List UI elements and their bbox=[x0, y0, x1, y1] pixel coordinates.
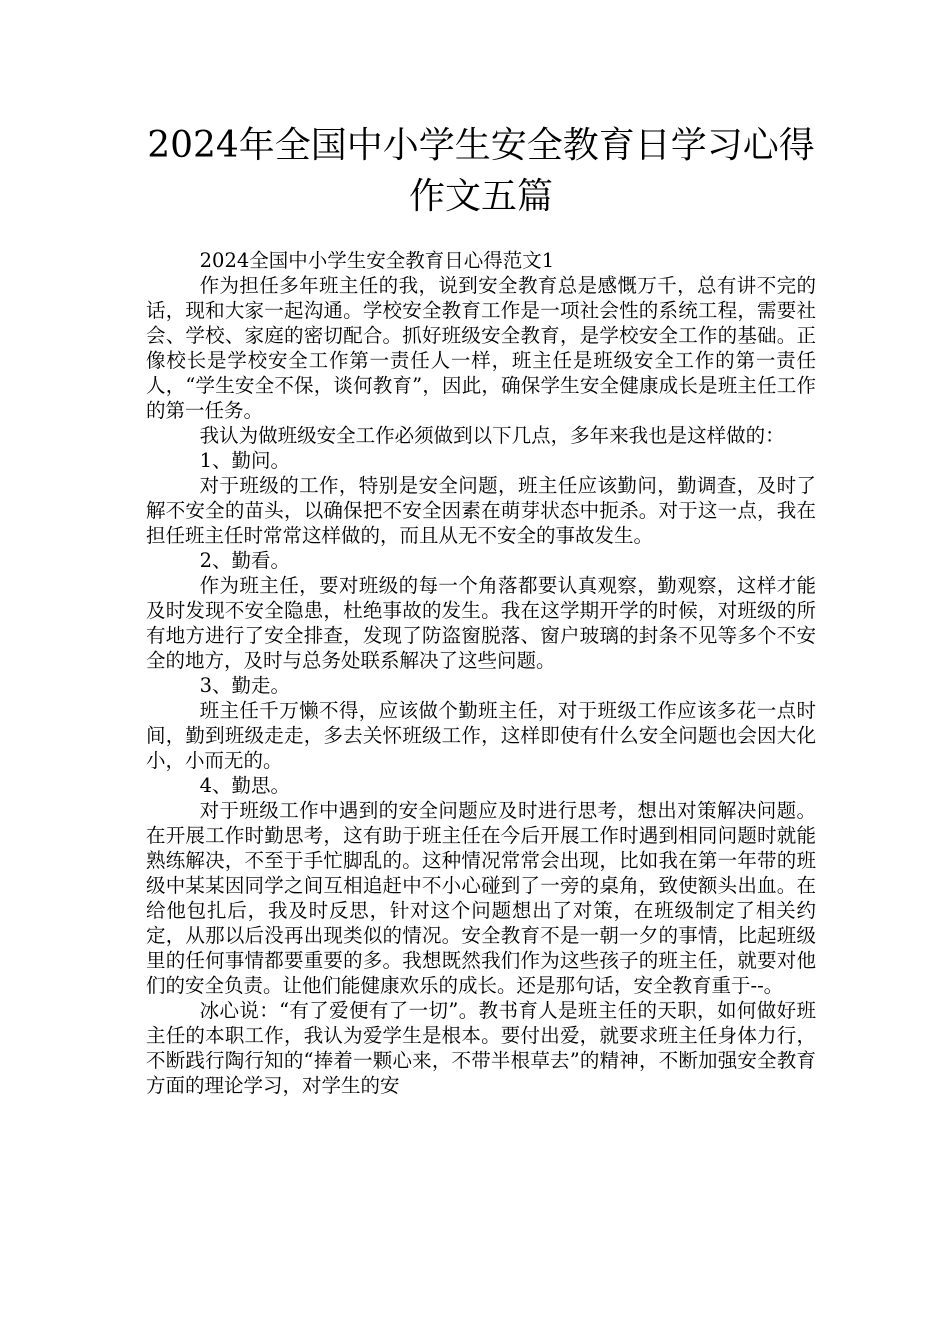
body-paragraph: 对于班级工作中遇到的安全问题应及时进行思考，想出对策解决问题。在开展工作时勤思考，这有助于班主任在今后开展工作时遇到相同问题时就能熟练解决，不至于手忙脚乱的。这种情况常常会出现，比如我在第一年带的班级中某某因同学之间互相追赶中不小心碰到了一旁的桌角，致使额头出血。在给他包扎后，我及时反思，针对这个问题想出了对策，在班级制定了相关约定，从那以后没再出现类似的情况。安全教育不是一朝一夕的事情，比起班级里的任何事情都要重要的多。我想既然我们作为这些孩子的班主任，就要对他们的安全负责。让他们能健康欢乐的成长。还是那句话，安全教育重于--。 bbox=[146, 799, 816, 997]
point-heading: 4、勤思。 bbox=[199, 774, 291, 797]
body-paragraph: 对于班级的工作，特别是安全问题，班主任应该勤问，勤调查，及时了解不安全的苗头，以确保把不安全因素在萌芽状态中扼杀。对于这一点，我在担任班主任时常常这样做的，而且从无不安全的事故发生。 bbox=[146, 474, 816, 547]
section-heading: 2024全国中小学生安全教育日心得范文1 bbox=[199, 249, 555, 272]
body-paragraph: 我认为做班级安全工作必须做到以下几点，多年来我也是这样做的： bbox=[199, 424, 785, 447]
document-body bbox=[146, 248, 816, 1098]
body-paragraph: 班主任千万懒不得，应该做个勤班主任，对于班级工作应该多花一点时间，勤到班级走走，多去关怀班级工作，这样即使有什么安全问题也会因大化小，小而无的。 bbox=[146, 699, 816, 772]
body-paragraph: 作为班主任，要对班级的每一个角落都要认真观察，勤观察，这样才能及时发现不安全隐患，杜绝事故的发生。我在这学期开学的时候，对班级的所有地方进行了安全排查，发现了防盗窗脱落、窗户玻璃的封条不见等多个不安全的地方，及时与总务处联系解决了这些问题。 bbox=[146, 574, 816, 672]
document-title: 2024年全国中小学生安全教育日学习心得作文五篇 bbox=[147, 125, 815, 217]
body-paragraph: 作为担任多年班主任的我，说到安全教育总是感慨万千，总有讲不完的话，现和大家一起沟通。学校安全教育工作是一项社会性的系统工程，需要社会、学校、家庭的密切配合。抓好班级安全教育，是学校安全工作的基础。正像校长是学校安全工作第一责任人一样，班主任是班级安全工作的第一责任人，“学生安全不保，谈何教育”，因此，确保学生安全健康成长是班主任工作的第一任务。 bbox=[146, 274, 816, 422]
point-heading: 3、勤走。 bbox=[199, 674, 291, 697]
point-heading: 2、勤看。 bbox=[199, 549, 291, 572]
point-heading: 1、勤问。 bbox=[199, 449, 291, 472]
document-page bbox=[146, 120, 816, 1098]
body-paragraph: 冰心说：“有了爱便有了一切”。教书育人是班主任的天职，如何做好班主任的本职工作，我认为爱学生是根本。要付出爱，就要求班主任身体力行，不断践行陶行知的“捧着一颗心来，不带半根草去”的精神，不断加强安全教育方面的理论学习，对学生的安 bbox=[146, 999, 816, 1097]
